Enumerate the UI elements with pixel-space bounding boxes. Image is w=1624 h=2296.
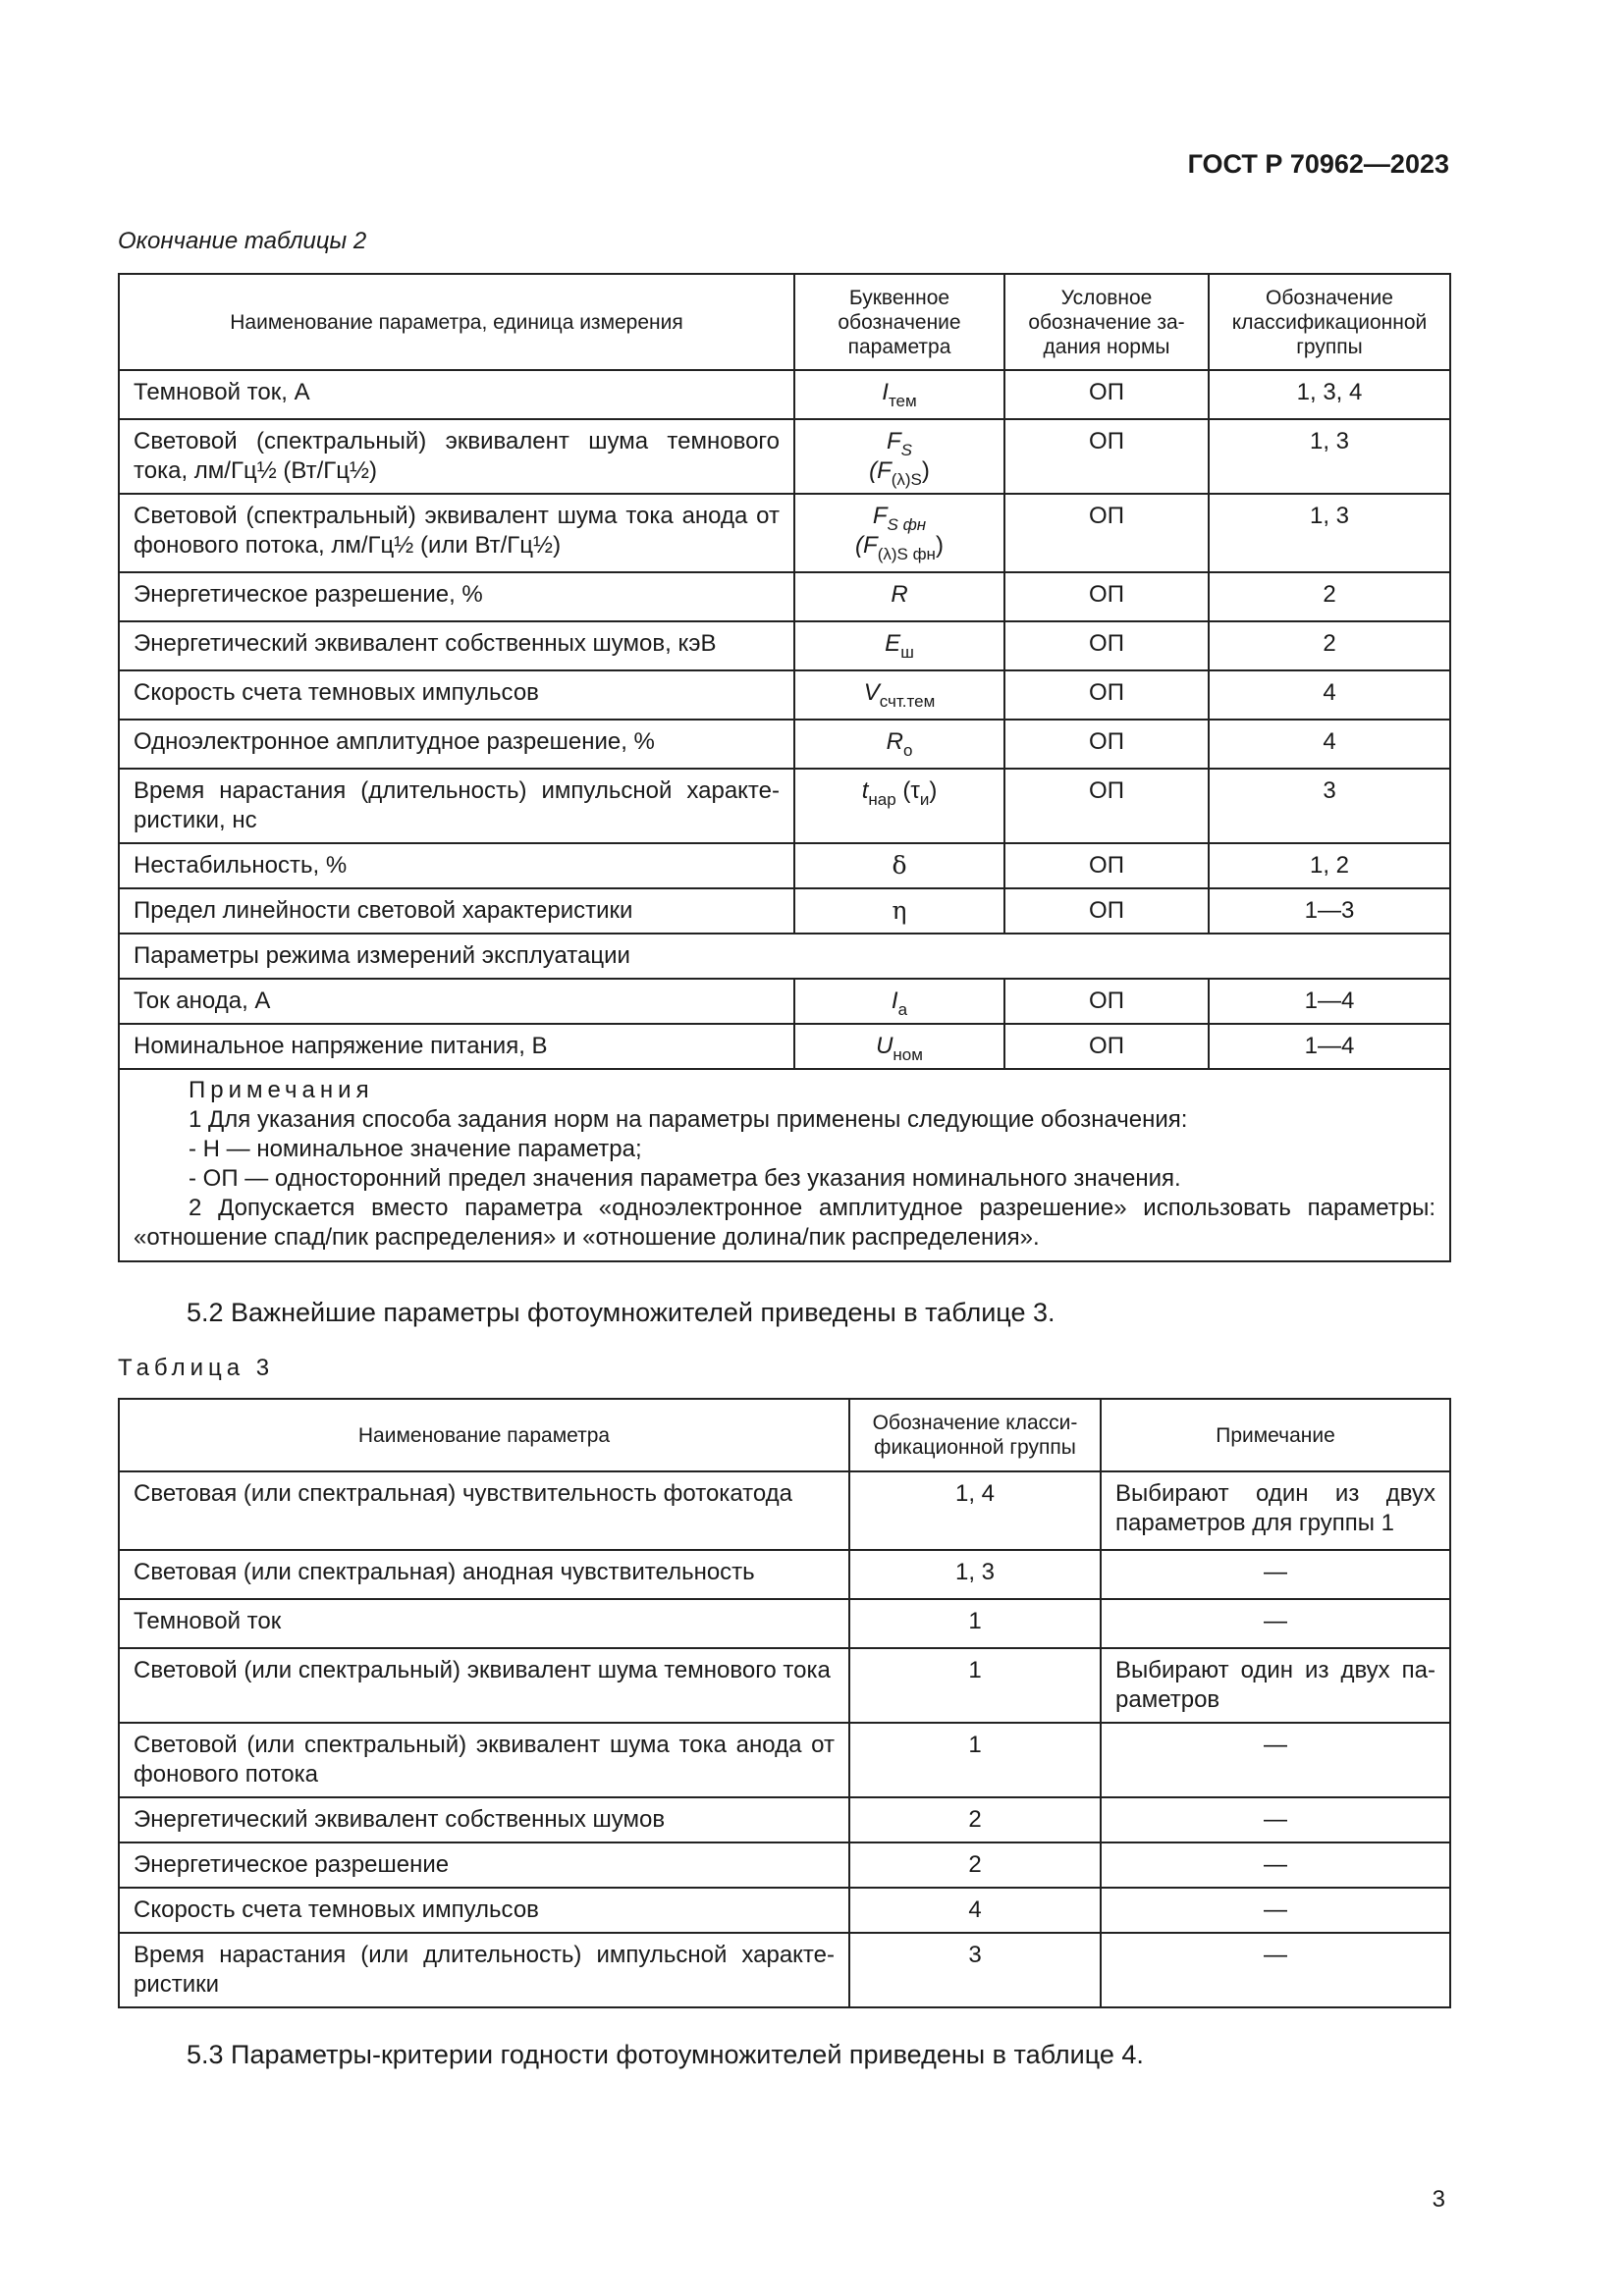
group-value: 1, 4 (849, 1471, 1101, 1550)
table-2 (118, 273, 1451, 1262)
param-name: Скорость счета темновых импульсов (119, 670, 794, 720)
table2-notes (119, 1069, 1450, 1261)
group-value: 1, 2 (1209, 843, 1450, 888)
param-name: Нестабильность, % (119, 843, 794, 888)
table-row (119, 1024, 1450, 1069)
param-symbol: $t_{нар}$ $(\tau_и)$ (794, 769, 1004, 843)
param-name: Одноэлектронное амплитудное разрешение, % (119, 720, 794, 769)
standard-code: ГОСТ Р 70962—2023 (1187, 149, 1449, 179)
param-name: Энергетическое разрешение (119, 1842, 849, 1888)
note-line: - ОП — односторонний предел значения параметра без указания номинального значения. (189, 1165, 1181, 1192)
table-row (119, 1933, 1450, 2007)
param-name: Время нарастания (длительность) импульсной характе-ристики, нс (119, 769, 794, 843)
param-name: Предел линейности световой характеристики (119, 888, 794, 934)
table-row (119, 769, 1450, 843)
table-section-row (119, 934, 1450, 979)
param-name: Световой (или спектральный) эквивалент шума тока анода от фонового потока (119, 1723, 849, 1797)
group-value: 1, 3 (849, 1550, 1101, 1599)
note-value: — (1101, 1550, 1450, 1599)
param-symbol: η (794, 888, 1004, 934)
table-row (119, 1550, 1450, 1599)
table2-header-name: Наименование параметра, единица измерения (119, 274, 794, 370)
note-value: — (1101, 1888, 1450, 1933)
param-symbol: $I_{тем}$ (794, 370, 1004, 419)
table3-header-group: Обозначение класси-фикационной группы (849, 1399, 1101, 1471)
note-line: - Н — номинальное значение параметра; (189, 1136, 642, 1162)
param-name: Время нарастания (или длительность) импульсной характе-ристики (119, 1933, 849, 2007)
table3-header-note: Примечание (1101, 1399, 1450, 1471)
norm-value: ОП (1004, 572, 1209, 621)
table2-header-group: Обозначение классификационной группы (1209, 274, 1450, 370)
table2-caption: Окончание таблицы 2 (118, 228, 367, 254)
paragraph-5-3: 5.3 Параметры-критерии годности фотоумножителей приведены в таблице 4. (187, 2040, 1144, 2069)
group-value: 1—4 (1209, 979, 1450, 1024)
group-value: 4 (849, 1888, 1101, 1933)
param-name: Световой (или спектральный) эквивалент шума темнового тока (119, 1648, 849, 1723)
norm-value: ОП (1004, 888, 1209, 934)
norm-value: ОП (1004, 370, 1209, 419)
param-name: Световой (спектральный) эквивалент шума тока анода от фонового потока, лм/Гц½ (или Вт/Гц½) (119, 494, 794, 572)
param-name: Световая (или спектральная) чувствительность фотокатода (119, 1471, 849, 1550)
table2-header-row (119, 274, 1450, 370)
group-value: 3 (1209, 769, 1450, 843)
param-name: Ток анода, А (119, 979, 794, 1024)
table-row (119, 1797, 1450, 1842)
group-value: 1, 3 (1209, 419, 1450, 494)
table-row (119, 1599, 1450, 1648)
group-value: 1 (849, 1648, 1101, 1723)
group-value: 4 (1209, 670, 1450, 720)
norm-value: ОП (1004, 621, 1209, 670)
section-title: Параметры режима измерений эксплуатации (119, 934, 1450, 979)
param-symbol: $F_S$ $(F_{(\lambda)S})$ (794, 419, 1004, 494)
param-symbol: $U_{ном}$ (794, 1024, 1004, 1069)
note-value: — (1101, 1933, 1450, 2007)
note-value: — (1101, 1599, 1450, 1648)
group-value: 2 (1209, 621, 1450, 670)
group-value: 1—4 (1209, 1024, 1450, 1069)
group-value: 1, 3 (1209, 494, 1450, 572)
param-symbol: $R_о$ (794, 720, 1004, 769)
page-number: 3 (1432, 2186, 1445, 2213)
param-symbol: $I_а$ (794, 979, 1004, 1024)
table-row (119, 888, 1450, 934)
table-row (119, 1723, 1450, 1797)
group-value: 2 (849, 1797, 1101, 1842)
note-value: — (1101, 1723, 1450, 1797)
note-value: — (1101, 1797, 1450, 1842)
param-name: Энергетический эквивалент собственных шумов (119, 1797, 849, 1842)
table-row (119, 1842, 1450, 1888)
table-3 (118, 1398, 1451, 2008)
table-row (119, 843, 1450, 888)
group-value: 1—3 (1209, 888, 1450, 934)
table2-header-symbol: Буквенное обозначение параметра (794, 274, 1004, 370)
norm-value: ОП (1004, 979, 1209, 1024)
param-symbol: δ (794, 843, 1004, 888)
group-value: 1 (849, 1599, 1101, 1648)
table3-header-name: Наименование параметра (119, 1399, 849, 1471)
table2-notes-row (119, 1069, 1450, 1261)
paragraph-5-2: 5.2 Важнейшие параметры фотоумножителей приведены в таблице 3. (187, 1298, 1056, 1327)
table-row (119, 1471, 1450, 1550)
table3-caption: Таблица 3 (118, 1355, 275, 1381)
note-line: 2 Допускается вместо параметра «одноэлектронное амплитудное разрешение» использовать параметры: «отношение спад/пик распределения» и «отношение долина/пик распределения». (134, 1195, 1435, 1251)
norm-value: ОП (1004, 769, 1209, 843)
table-row (119, 419, 1450, 494)
table-row (119, 494, 1450, 572)
param-name: Световой (спектральный) эквивалент шума темнового тока, лм/Гц½ (Вт/Гц½) (119, 419, 794, 494)
note-line: 1 Для указания способа задания норм на параметры применены следующие обозначения: (189, 1106, 1188, 1133)
group-value: 3 (849, 1933, 1101, 2007)
norm-value: ОП (1004, 843, 1209, 888)
param-name: Темновой ток, А (119, 370, 794, 419)
group-value: 1, 3, 4 (1209, 370, 1450, 419)
notes-title: Примечания (189, 1077, 374, 1103)
norm-value: ОП (1004, 670, 1209, 720)
param-name: Темновой ток (119, 1599, 849, 1648)
table-row (119, 621, 1450, 670)
norm-value: ОП (1004, 419, 1209, 494)
table-row (119, 720, 1450, 769)
param-symbol: $F_{S фн}$ $(F_{(\lambda)S фн})$ (794, 494, 1004, 572)
group-value: 2 (1209, 572, 1450, 621)
param-name: Световая (или спектральная) анодная чувствительность (119, 1550, 849, 1599)
table-row (119, 370, 1450, 419)
note-value: — (1101, 1842, 1450, 1888)
group-value: 1 (849, 1723, 1101, 1797)
param-name: Номинальное напряжение питания, В (119, 1024, 794, 1069)
note-value: Выбирают один из двух па-раметров (1101, 1648, 1450, 1723)
table-row (119, 979, 1450, 1024)
param-symbol: $E_ш$ (794, 621, 1004, 670)
norm-value: ОП (1004, 1024, 1209, 1069)
table-row (119, 1888, 1450, 1933)
note-value: Выбирают один из двух параметров для группы 1 (1101, 1471, 1450, 1550)
table-row (119, 670, 1450, 720)
table-row (119, 1648, 1450, 1723)
param-name: Энергетический эквивалент собственных шумов, кэВ (119, 621, 794, 670)
param-symbol: R (794, 572, 1004, 621)
param-symbol: $V_{счт.тем}$ (794, 670, 1004, 720)
table2-header-norm: Условное обозначение за-дания нормы (1004, 274, 1209, 370)
group-value: 4 (1209, 720, 1450, 769)
norm-value: ОП (1004, 494, 1209, 572)
table3-header-row (119, 1399, 1450, 1471)
param-name: Энергетическое разрешение, % (119, 572, 794, 621)
norm-value: ОП (1004, 720, 1209, 769)
group-value: 2 (849, 1842, 1101, 1888)
table-row (119, 572, 1450, 621)
param-name: Скорость счета темновых импульсов (119, 1888, 849, 1933)
